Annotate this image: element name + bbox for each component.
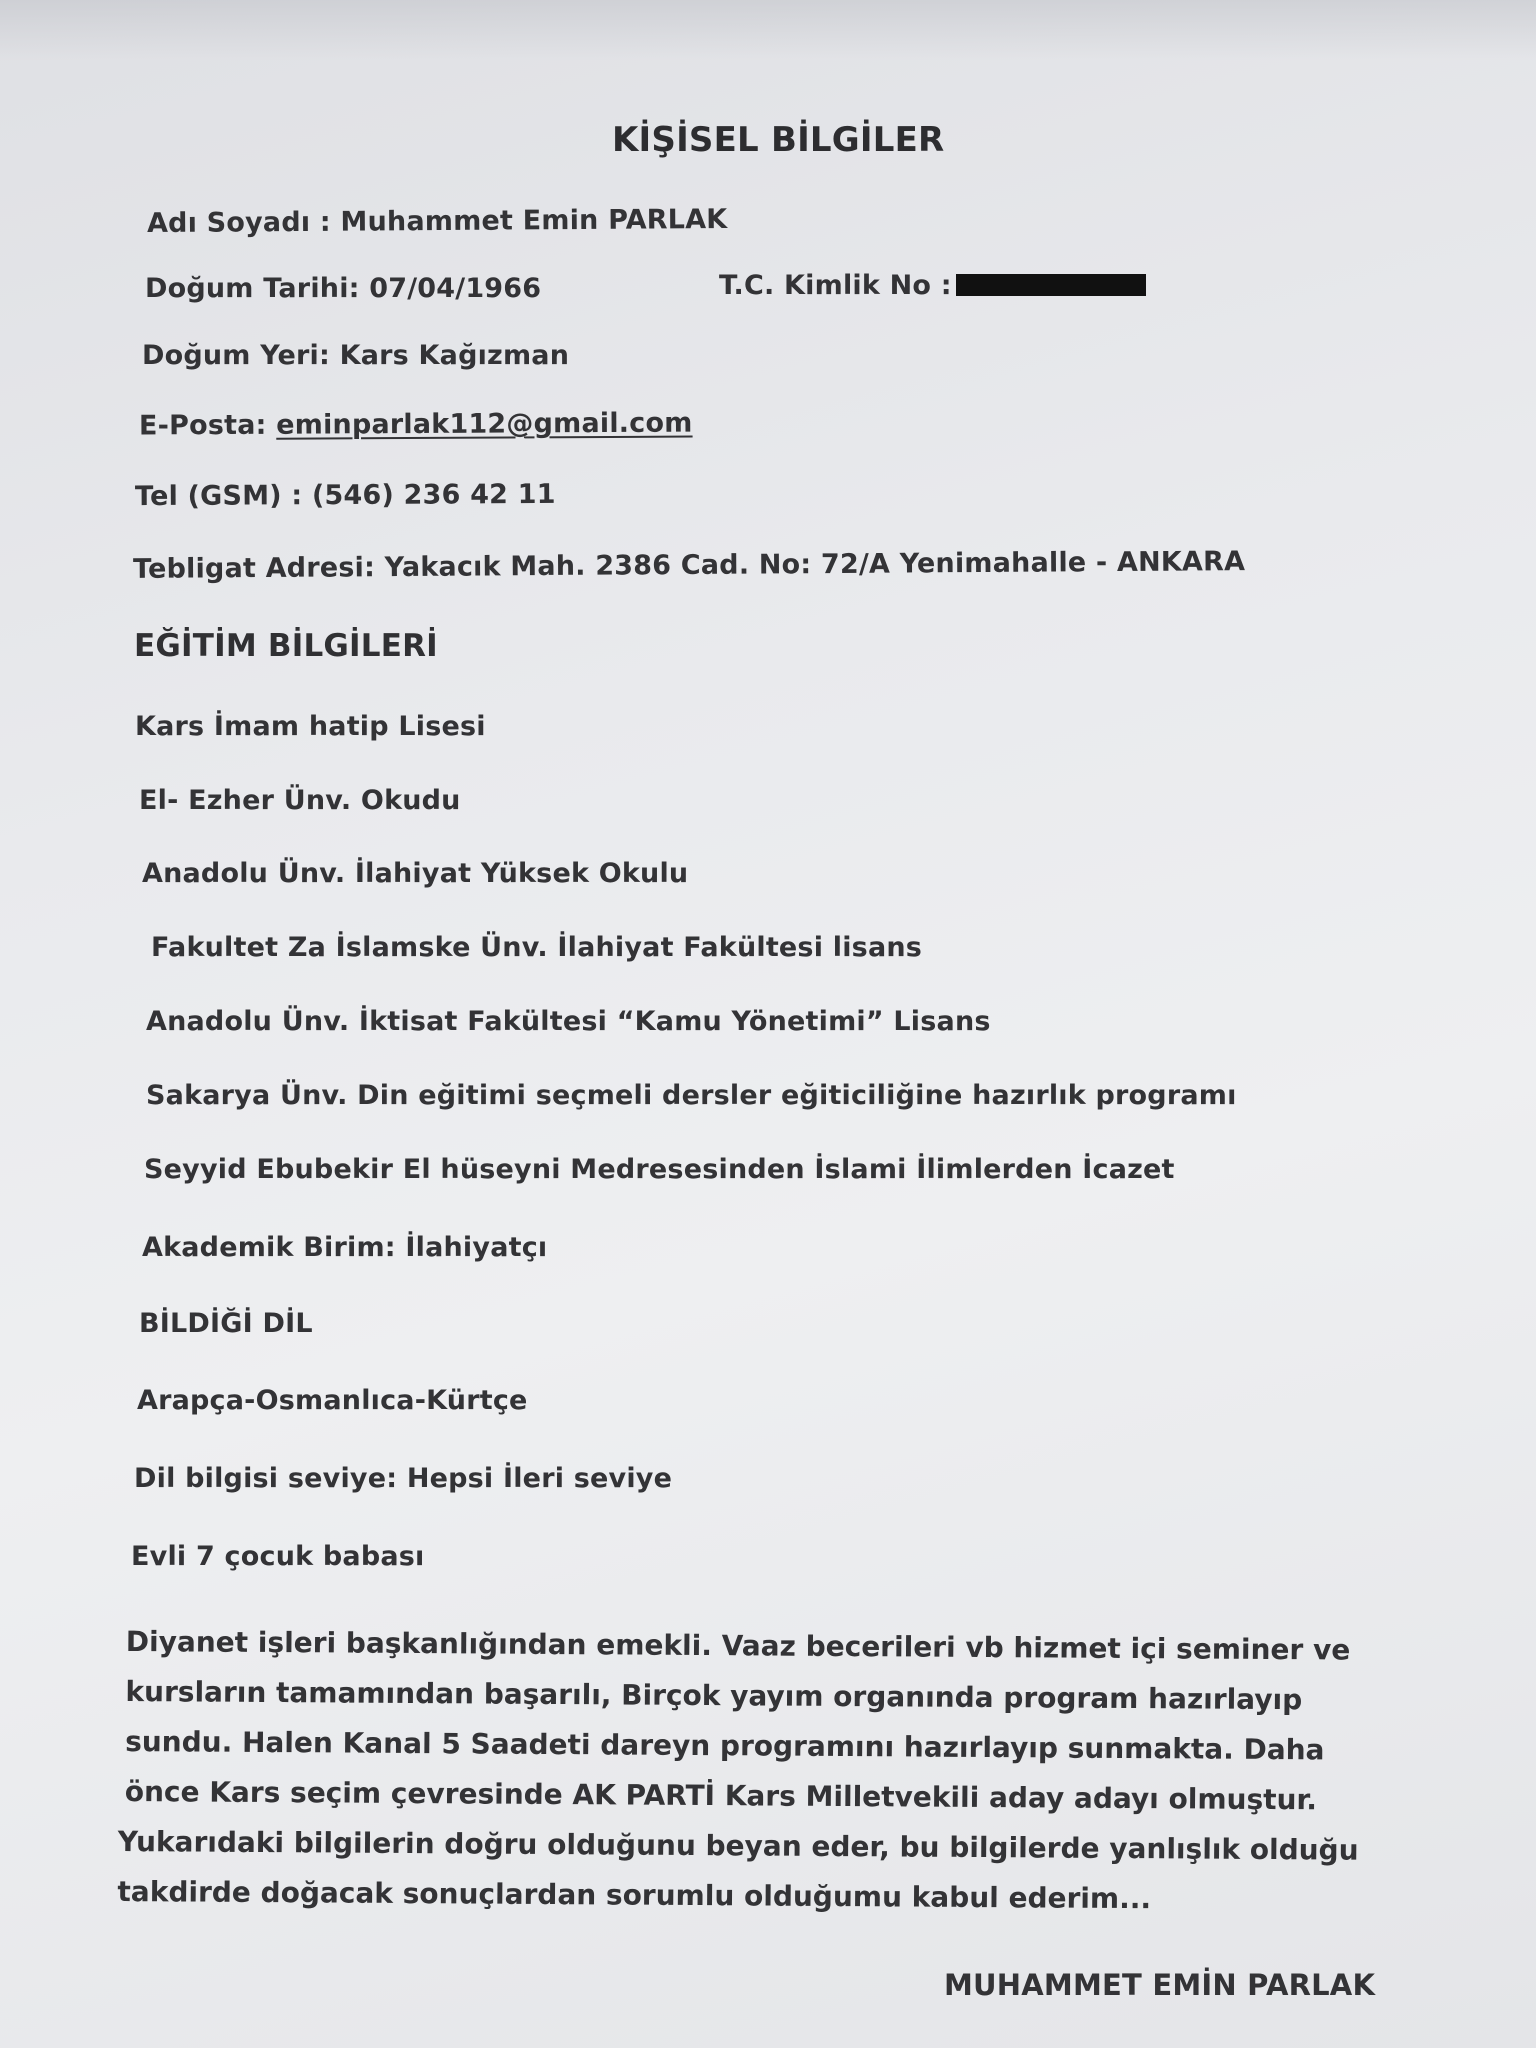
family-line: Evli 7 çocuk babası — [131, 1541, 425, 1572]
education-item: Anadolu Ünv. İlahiyat Yüksek Okulu — [142, 858, 689, 889]
birth-place-line: Doğum Yeri: Kars Kağızman — [142, 340, 570, 371]
signature-name: MUHAMMET EMİN PARLAK — [944, 1968, 1376, 2002]
tel-line: Tel (GSM) : (546) 236 42 11 — [134, 478, 556, 513]
education-item: Akademik Birim: İlahiyatçı — [142, 1232, 548, 1263]
document-title: KİŞİSEL BİLGİLER — [612, 120, 945, 160]
address-line: Tebligat Adresi: Yakacık Mah. 2386 Cad. No: 72/A Yenimahalle - ANKARA — [132, 546, 1246, 585]
tc-label: T.C. Kimlik No : — [719, 270, 952, 301]
name-line: Adı Soyadı : Muhammet Emin PARLAK — [146, 203, 728, 240]
education-item: Sakarya Ünv. Din eğitimi seçmeli dersler eğiticiliğine hazırlık programı — [146, 1080, 1237, 1111]
education-item: Fakultet Za İslamske Ünv. İlahiyat Fakültesi lisans — [151, 932, 923, 963]
education-item: Anadolu Ünv. İktisat Fakültesi “Kamu Yönetimi” Lisans — [146, 1006, 991, 1037]
language-level-line: Dil bilgisi seviye: Hepsi İleri seviye — [134, 1463, 673, 1494]
education-item: Seyyid Ebubekir El hüseyni Medresesinden İslami İlimlerden İcazet — [144, 1154, 1175, 1185]
declaration-paragraph: Yukarıdaki bilgilerin doğru olduğunu beyan eder, bu bilgilerde yanlışlık olduğu takdirde doğacak sonuçlardan sorumlu olduğumu kabul ederim... — [117, 1824, 1359, 1916]
email-label: E-Posta: — [138, 409, 267, 442]
email-link[interactable]: eminparlak112@gmail.com — [276, 407, 693, 441]
education-heading: EĞİTİM BİLGİLERİ — [134, 628, 438, 664]
tc-kimlik-line — [719, 270, 1146, 301]
page-shadow — [0, 0, 1536, 60]
birth-date-line: Doğum Tarihi: 07/04/1966 — [145, 273, 542, 304]
language-heading: BİLDİĞİ DİL — [139, 1308, 313, 1339]
languages-line: Arapça-Osmanlıca-Kürtçe — [137, 1385, 528, 1416]
education-item: El- Ezher Ünv. Okudu — [139, 785, 461, 816]
education-item: Kars İmam hatip Lisesi — [135, 711, 486, 742]
redaction-bar — [956, 274, 1146, 296]
email-line — [139, 408, 693, 442]
career-paragraph: Diyanet işleri başkanlığından emekli. Vaaz becerileri vb hizmet içi seminer ve kursların tamamından başarılı, Birçok yayım organında program hazırlayıp sundu. Halen Kanal 5 Saadeti dareyn programını hazırlayıp sunmakta. Daha önce Kars seçim çevresinde AK PARTİ Kars Milletvekili aday adayı olmuştur. — [124, 1624, 1351, 1817]
